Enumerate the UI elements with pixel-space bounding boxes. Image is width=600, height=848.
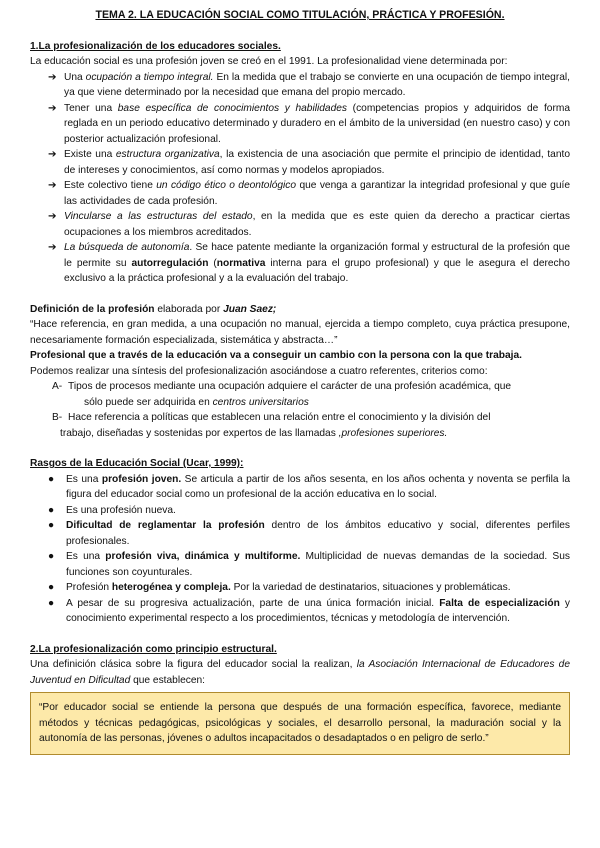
section2-intro: Una definición clásica sobre la figura del educador social la realizan, la Asociación Internacional de Educadores de Juventud en Dificultad que establecen: xyxy=(30,659,570,686)
arrow-icon: ➔ xyxy=(48,149,57,160)
list-item: ● A pesar de su progresiva actualización, parte de una única formación inicial. Falta de especialización y conocimiento experimental respecto a los procedimientos, técnicas y metodología de intervención. xyxy=(48,597,570,624)
section1-intro: La educación social es una profesión joven se creó en el 1991. La profesionalidad viene determinada por: xyxy=(30,56,508,67)
arrow-icon: ➔ xyxy=(48,242,57,253)
arrow-icon: ➔ xyxy=(48,102,57,114)
referent-b: B- Hace referencia a políticas que establecen una relación entre el conocimiento y la división del trabajo, diseñadas y sostenidas por expertos de las llamadas ,profesiones superiores. xyxy=(52,412,491,439)
list-item: ● Profesión heterogénea y compleja. Por la variedad de destinatarios, situaciones y problemáticas. xyxy=(30,580,570,596)
bullet-icon: ● xyxy=(48,582,55,593)
bullet-icon: ● xyxy=(48,473,55,485)
definition-bold-line: Profesional que a través de la educación va a conseguir un cambio con la persona con la que trabaja. xyxy=(30,350,522,361)
list-item: ● Es una profesión nueva. xyxy=(30,503,570,519)
arrow-icon: ➔ xyxy=(48,211,57,222)
bullet-icon: ● xyxy=(48,597,55,609)
definition-label: Definición de la profesión elaborada por Juan Saez; xyxy=(30,303,277,315)
professionalization-criteria-list xyxy=(30,70,570,287)
list-item: ● Es una profesión joven. Se articula a partir de los años sesenta, en los años ochenta y noventa se perfila la figura del educador social como un profesional de la acción educativa en lo social. xyxy=(48,473,570,500)
arrow-icon: ➔ xyxy=(48,180,57,191)
section1-heading: 1.La profesionalización de los educadores sociales. xyxy=(30,40,281,52)
list-item: ➔ La búsqueda de autonomía. Se hace patente mediante la organización formal y estructural de la profesión que le permite su autorregulación (normativa interna para el grupo profesional) y que le asegura el derecho exclusivo a la práctica profesional y a la evaluación del trabajo. xyxy=(48,242,570,284)
arrow-icon: ➔ xyxy=(48,71,57,83)
traits-list xyxy=(30,472,570,627)
list-item: ➔ Una ocupación a tiempo integral. En la medida que el trabajo se convierte en una ocupación de tiempo integral, ya que viene determinado por la necesidad que emana del propio mercado. xyxy=(48,71,570,98)
bullet-icon: ● xyxy=(48,504,55,516)
referent-a: A- Tipos de procesos mediante una ocupación adquiere el carácter de una profesión académica, que sólo puede ser adquirida en centros universitarios xyxy=(52,381,512,408)
list-item: ➔ Tener una base específica de conocimientos y habilidades (competencias propios y adquiridos de forma reglada en un periodo educativo determinado y duradero en el ámbito de la universidad (en nuestro caso) y con posterior actualización profesional. xyxy=(48,102,571,145)
document-page xyxy=(30,8,570,755)
list-item: ● Es una profesión viva, dinámica y multiforme. Multiplicidad de nuevas demandas de la sociedad. Sus funciones son coyunturales. xyxy=(48,551,570,578)
traits-heading: Rasgos de la Educación Social (Ucar, 1999): xyxy=(30,458,244,469)
list-item: ➔ Este colectivo tiene un código ético o deontológico que venga a garantizar la integridad profesional y que guíe las actividades de cada profesión. xyxy=(48,180,570,207)
synthesis-text: Podemos realizar una síntesis del profesionalización asociándose a cuatro referentes, criterios como: xyxy=(30,365,488,377)
page-title: TEMA 2. LA EDUCACIÓN SOCIAL COMO TITULACIÓN, PRÁCTICA Y PROFESIÓN. xyxy=(95,9,505,21)
list-item: ● Dificultad de reglamentar la profesión dentro de los ámbitos educativo y social, diferentes perfiles profesionales. xyxy=(48,520,570,547)
bullet-icon: ● xyxy=(48,551,55,562)
list-item: ➔ Vincularse a las estructuras del estado, en la medida que es este quien da derecho a practicar ciertas ocupaciones a los miembros acreditados. xyxy=(48,211,570,238)
bullet-icon: ● xyxy=(48,520,55,531)
list-item: ➔ Existe una estructura organizativa, la existencia de una asociación que permite el principio de identidad, tanto de intereses y conocimientos, así como normas y modelos apropiados. xyxy=(48,149,570,176)
definition-quote-box: “Por educador social se entiende la persona que después de una formación específica, favorece, mediante métodos y técnicas pedagógicas, psicológicas y sociales, el desarrollo personal, la maduración social y la autonomía de las personas, jóvenes o adultos incapacitados o desadaptados o en peligro de serlo.” xyxy=(30,692,570,755)
section2-heading: 2.La profesionalización como principio estructural. xyxy=(30,643,277,655)
definition-quote: “Hace referencia, en gran medida, a una ocupación no manual, ejercida a tiempo completo, cuya práctica presupone, necesariamente formación especializada, sistemática y abstracta…” xyxy=(30,319,570,346)
